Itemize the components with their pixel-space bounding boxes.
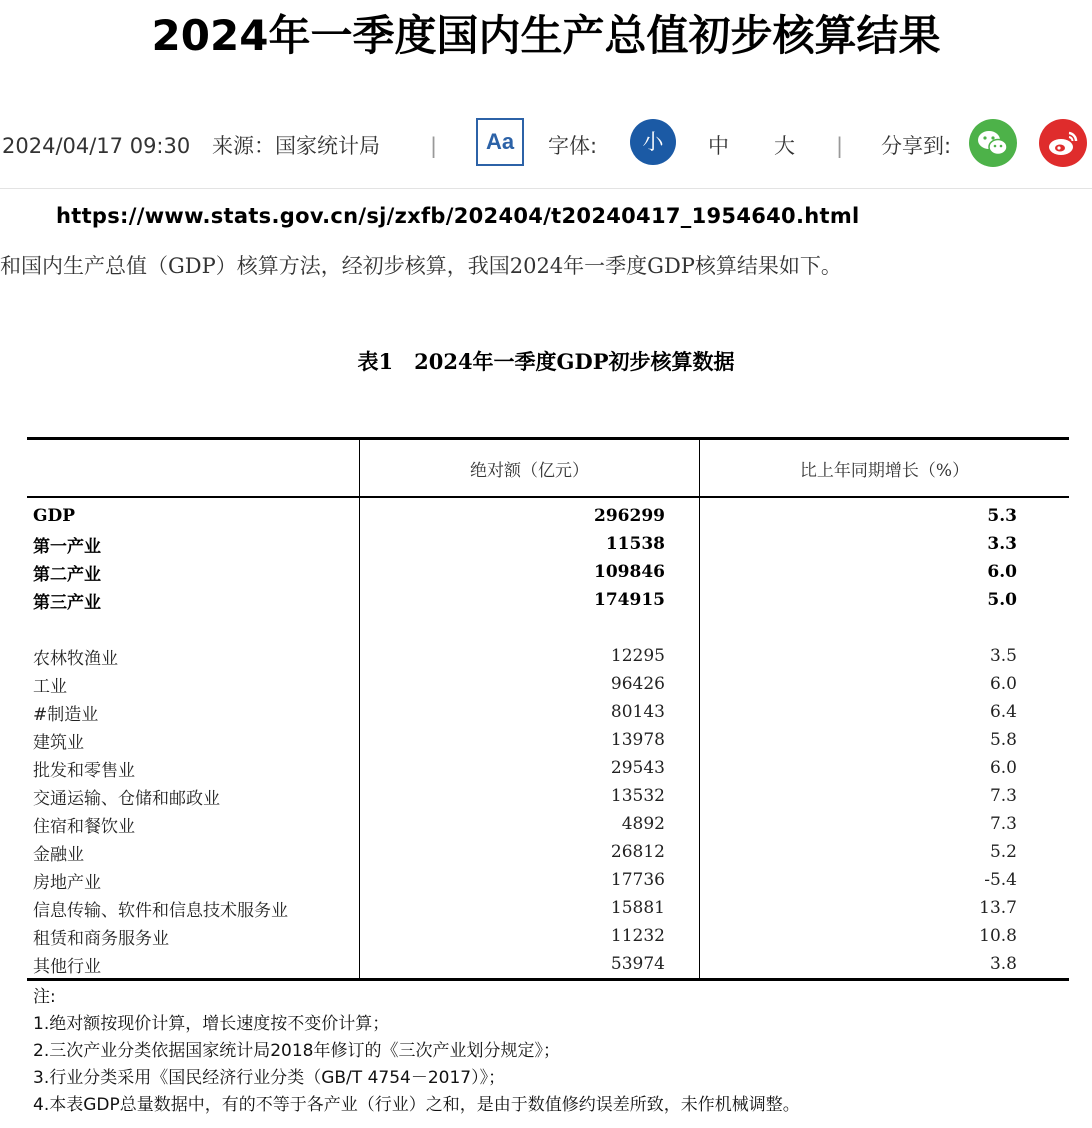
table-row — [27, 726, 1069, 754]
header-cell-value: 绝对额（亿元） — [360, 439, 700, 498]
row-value: 96426 — [360, 670, 700, 698]
row-growth: 5.2 — [700, 838, 1070, 866]
notes-heading: 注: — [33, 987, 56, 1007]
row-name: 第三产业 — [33, 592, 101, 613]
row-growth: 6.0 — [700, 558, 1070, 586]
article-url: https://www.stats.gov.cn/sj/zxfb/202404/t20240417_1954640.html — [56, 204, 860, 228]
intro-paragraph: 和国内生产总值（GDP）核算方法，经初步核算，我国2024年一季度GDP核算结果如下。 — [0, 254, 842, 278]
row-name: 住宿和餐饮业 — [33, 816, 135, 837]
row-name: 其他行业 — [27, 950, 360, 980]
row-name: 第一产业 — [33, 536, 101, 557]
row-value: 26812 — [360, 838, 700, 866]
table-row — [27, 698, 1069, 726]
weibo-icon[interactable] — [1039, 119, 1087, 167]
table-row — [27, 810, 1069, 838]
table-caption: 表1 2024年一季度GDP初步核算数据 — [357, 349, 735, 374]
row-growth: 6.4 — [700, 698, 1070, 726]
table-header-row — [27, 439, 1069, 498]
row-growth: 3.5 — [700, 642, 1070, 670]
row-value: 11232 — [360, 922, 700, 950]
source-label: 来源：国家统计局 — [212, 134, 380, 158]
row-name: 工业 — [33, 676, 67, 697]
table-spacer-row — [27, 614, 1069, 642]
table-row — [27, 950, 1069, 980]
row-value: 13532 — [360, 782, 700, 810]
note-item: 2.三次产业分类依据国家统计局2018年修订的《三次产业划分规定》； — [33, 1041, 560, 1061]
table-row — [27, 586, 1069, 614]
spacer-cell — [700, 614, 1070, 642]
row-name: 第二产业 — [33, 564, 101, 585]
table-row — [27, 894, 1069, 922]
article-meta-bar — [0, 104, 1092, 189]
font-size-label: 字体: — [548, 134, 598, 158]
row-value: 80143 — [360, 698, 700, 726]
table-row — [27, 866, 1069, 894]
row-value: 11538 — [360, 530, 700, 558]
row-growth: 7.3 — [700, 810, 1070, 838]
table-row — [27, 558, 1069, 586]
table-row — [27, 530, 1069, 558]
row-value: 15881 — [360, 894, 700, 922]
table-row — [27, 642, 1069, 670]
note-item: 4.本表GDP总量数据中，有的不等于各产业（行业）之和，是由于数值修约误差所致，未作机械调整。 — [33, 1095, 800, 1115]
table-row — [27, 670, 1069, 698]
row-name: 批发和零售业 — [33, 760, 135, 781]
row-growth: 6.0 — [700, 754, 1070, 782]
row-growth: 3.8 — [700, 950, 1070, 980]
table-row — [27, 497, 1069, 530]
header-cell-name — [27, 439, 360, 498]
row-name: 建筑业 — [33, 732, 84, 753]
row-growth: 5.3 — [700, 497, 1070, 530]
row-name: 信息传输、软件和信息技术服务业 — [33, 900, 288, 921]
row-growth: 5.0 — [700, 586, 1070, 614]
row-value: 296299 — [360, 497, 700, 530]
row-name: 租赁和商务服务业 — [33, 928, 169, 949]
row-growth: 13.7 — [700, 894, 1070, 922]
row-growth: 6.0 — [700, 670, 1070, 698]
meta-separator: | — [430, 134, 438, 158]
spacer-cell — [360, 614, 700, 642]
note-item: 1.绝对额按现价计算，增长速度按不变价计算； — [33, 1014, 390, 1034]
row-value: 12295 — [360, 642, 700, 670]
row-value: 4892 — [360, 810, 700, 838]
row-value: 109846 — [360, 558, 700, 586]
row-value: 13978 — [360, 726, 700, 754]
wechat-icon[interactable] — [969, 119, 1017, 167]
font-size-large-button[interactable]: 大 — [774, 134, 795, 158]
row-growth: -5.4 — [700, 866, 1070, 894]
note-item: 3.行业分类采用《国民经济行业分类（GB/T 4754－2017）》； — [33, 1068, 506, 1088]
row-growth: 3.3 — [700, 530, 1070, 558]
row-value: 29543 — [360, 754, 700, 782]
table-row — [27, 754, 1069, 782]
table-row — [27, 922, 1069, 950]
row-name: 金融业 — [33, 844, 84, 865]
row-value: 174915 — [360, 586, 700, 614]
publish-datetime: 2024/04/17 09:30 — [2, 134, 191, 158]
header-cell-growth: 比上年同期增长（%） — [700, 439, 1070, 498]
row-value: 53974 — [360, 950, 700, 980]
row-growth: 10.8 — [700, 922, 1070, 950]
table-row — [27, 782, 1069, 810]
font-size-small-button[interactable]: 小 — [630, 119, 676, 165]
row-growth: 5.8 — [700, 726, 1070, 754]
spacer-cell — [27, 614, 360, 642]
table-row — [27, 838, 1069, 866]
row-growth: 7.3 — [700, 782, 1070, 810]
row-name: 交通运输、仓储和邮政业 — [33, 788, 220, 809]
row-name: 农林牧渔业 — [33, 648, 118, 669]
row-value: 17736 — [360, 866, 700, 894]
font-size-medium-button[interactable]: 中 — [708, 134, 729, 158]
font-size-icon[interactable]: Aa — [476, 118, 524, 166]
page-title: 2024年一季度国内生产总值初步核算结果 — [151, 11, 941, 60]
meta-separator-2: | — [836, 134, 844, 158]
gdp-table — [27, 437, 1069, 981]
row-name: 房地产业 — [33, 872, 101, 893]
table-notes — [33, 984, 800, 1119]
share-label: 分享到: — [881, 134, 952, 158]
row-name: GDP — [33, 506, 76, 526]
row-name: #制造业 — [33, 704, 99, 725]
